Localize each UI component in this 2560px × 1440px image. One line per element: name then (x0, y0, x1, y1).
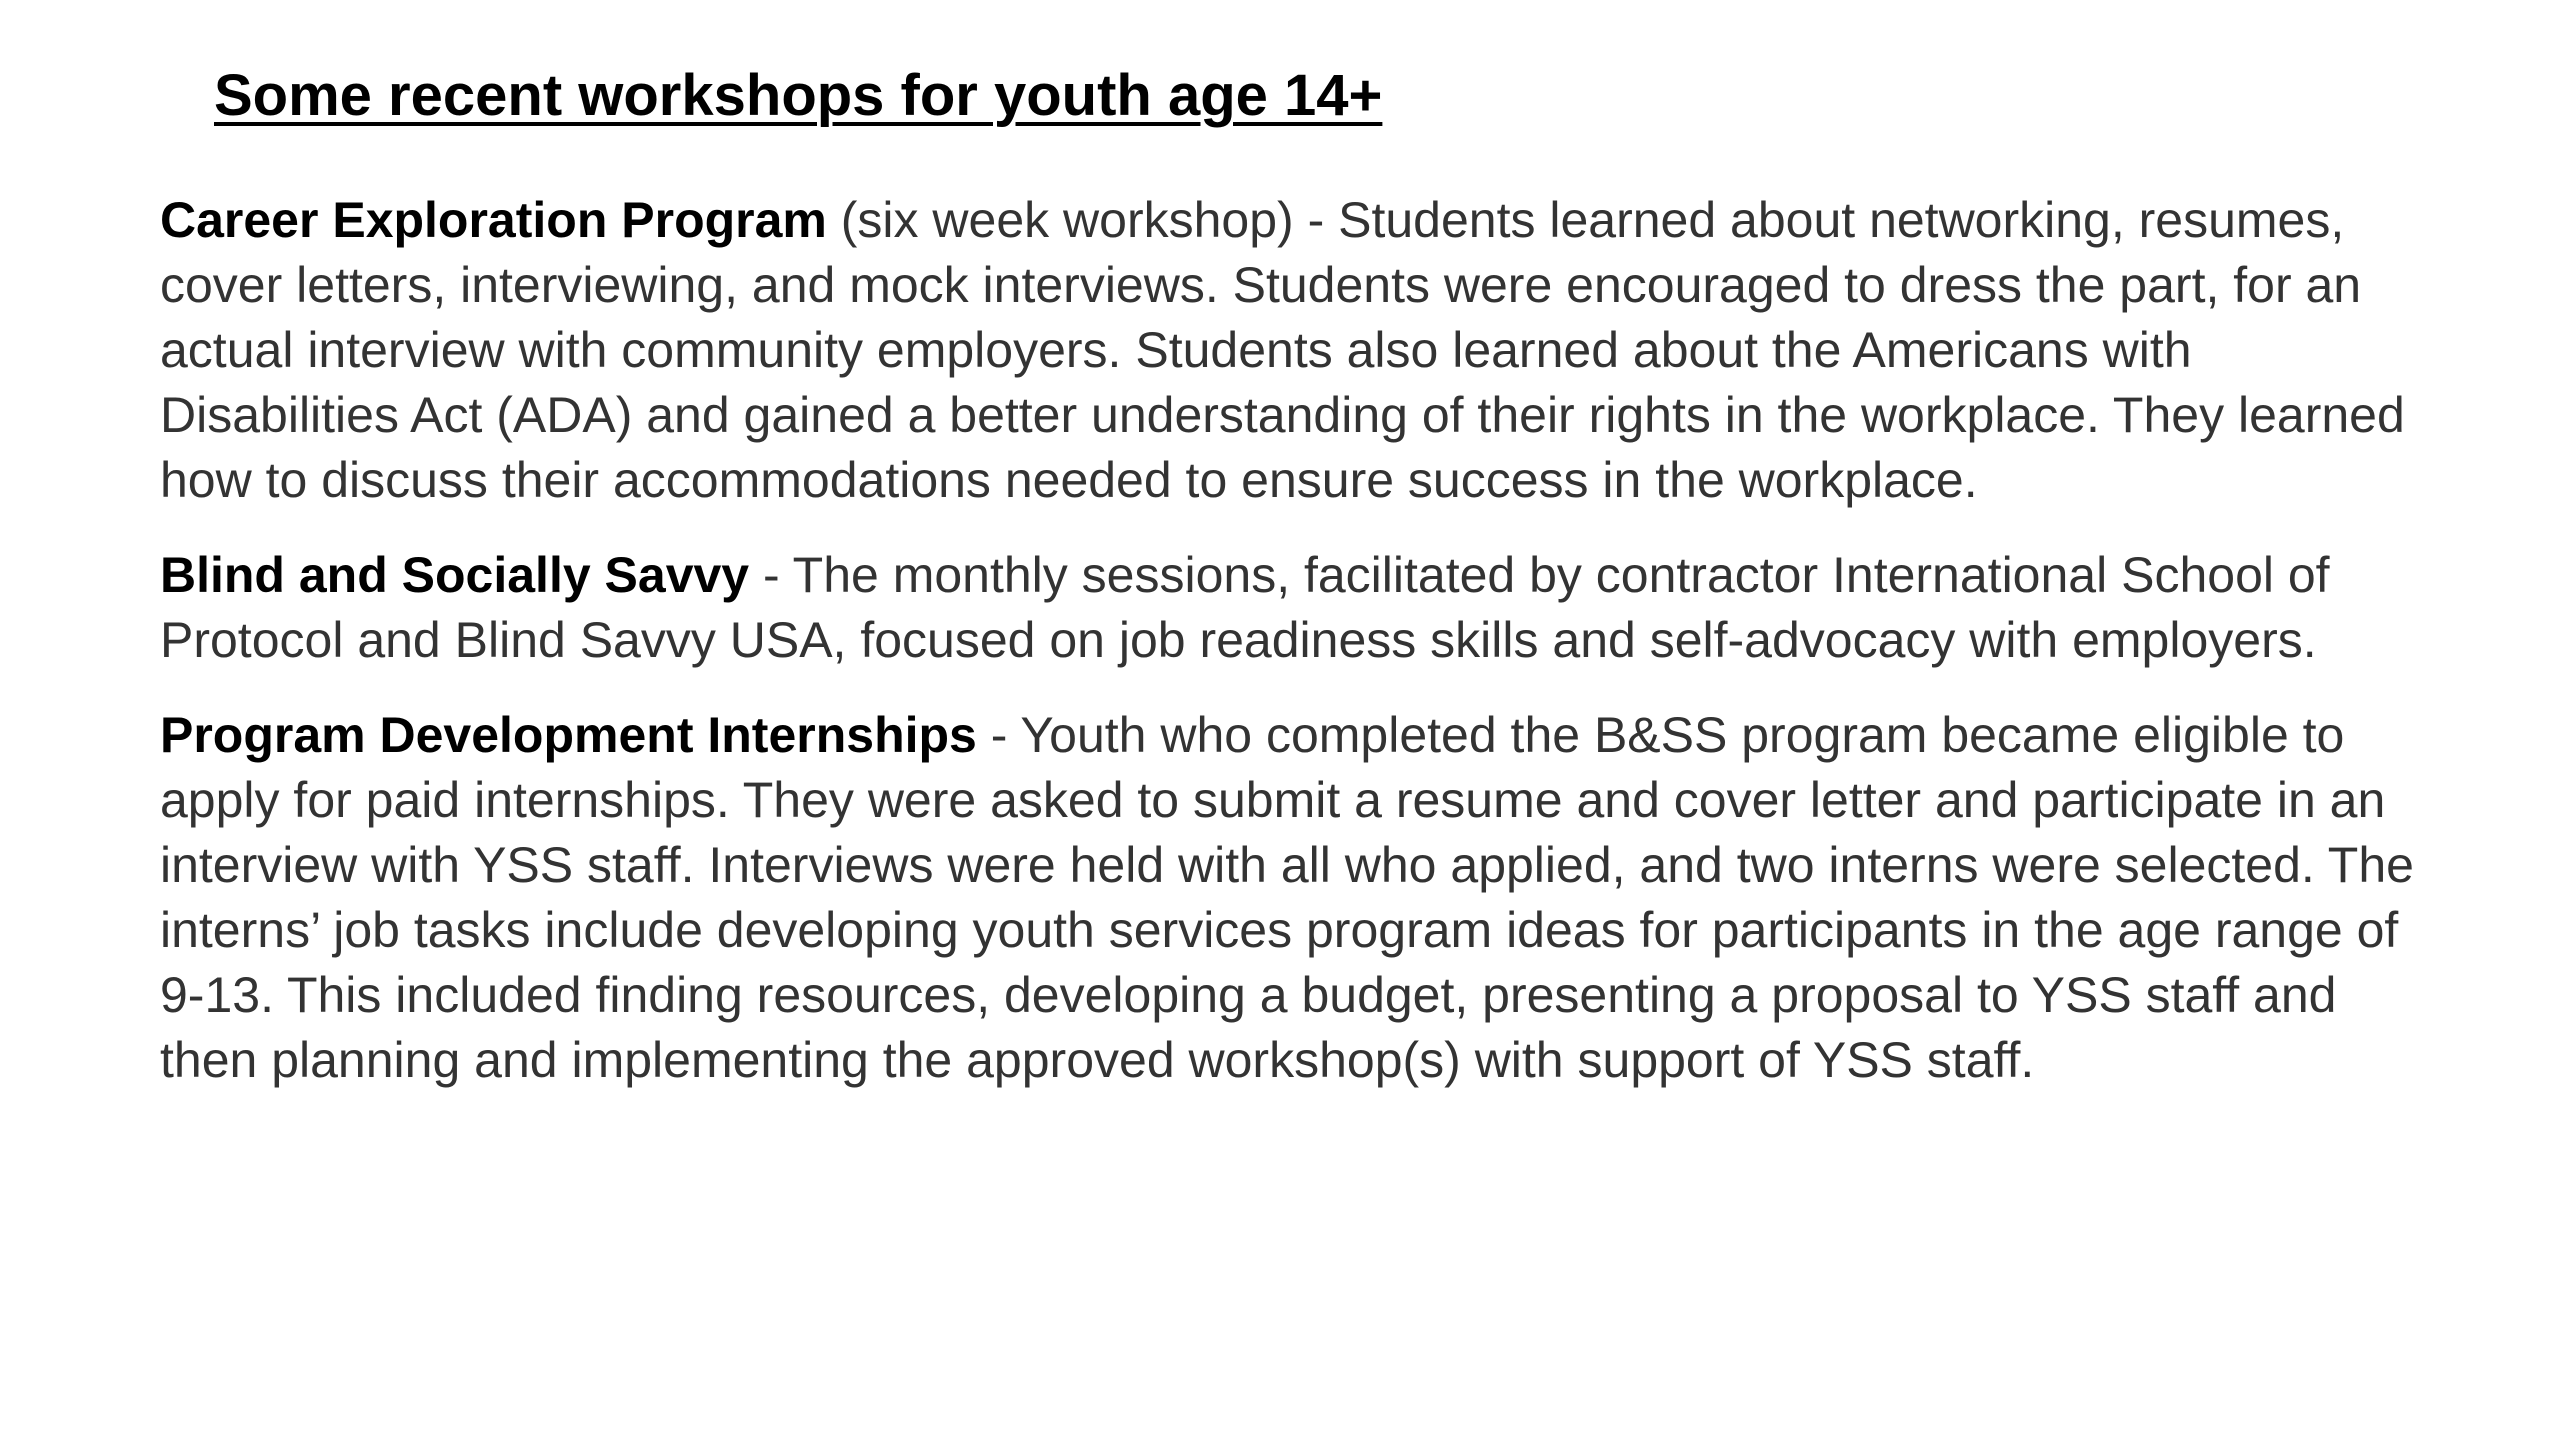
workshop-description: (six week workshop) - Students learned about networking, resumes, cover letters, interviewing, and mock interviews. Students were encouraged to dress the part, for an actual interview with community employers. Students also learned about the Americans with Disabilities Act (ADA) and gained a better understanding of their rights in the workplace. They learned how to discuss their accommodations needed to ensure success in the workplace. (160, 192, 2405, 508)
workshop-description: - Youth who completed the B&SS program became eligible to apply for paid internships. They were asked to submit a resume and cover letter and participate in an interview with YSS staff. Interviews were held with all who applied, and two interns were selected. The interns’ job tasks include developing youth services program ideas for participants in the age range of 9-13. This included finding resources, developing a budget, presenting a proposal to YSS staff and then planning and implementing the approved workshop(s) with support of YSS staff. (160, 707, 2414, 1088)
workshop-name: Program Development Internships (160, 707, 977, 763)
workshop-list (160, 188, 2430, 1123)
workshop-name: Career Exploration Program (160, 192, 827, 248)
workshop-description: - The monthly sessions, facilitated by contractor International School of Protocol and Blind Savvy USA, focused on job readiness skills and self-advocacy with employers. (160, 547, 2330, 668)
workshop-name: Blind and Socially Savvy (160, 547, 750, 603)
workshop-career-exploration (160, 188, 2430, 513)
slide-title: Some recent workshops for youth age 14+ (214, 63, 1383, 128)
workshop-program-development-internships (160, 703, 2430, 1093)
workshop-blind-socially-savvy (160, 543, 2430, 673)
